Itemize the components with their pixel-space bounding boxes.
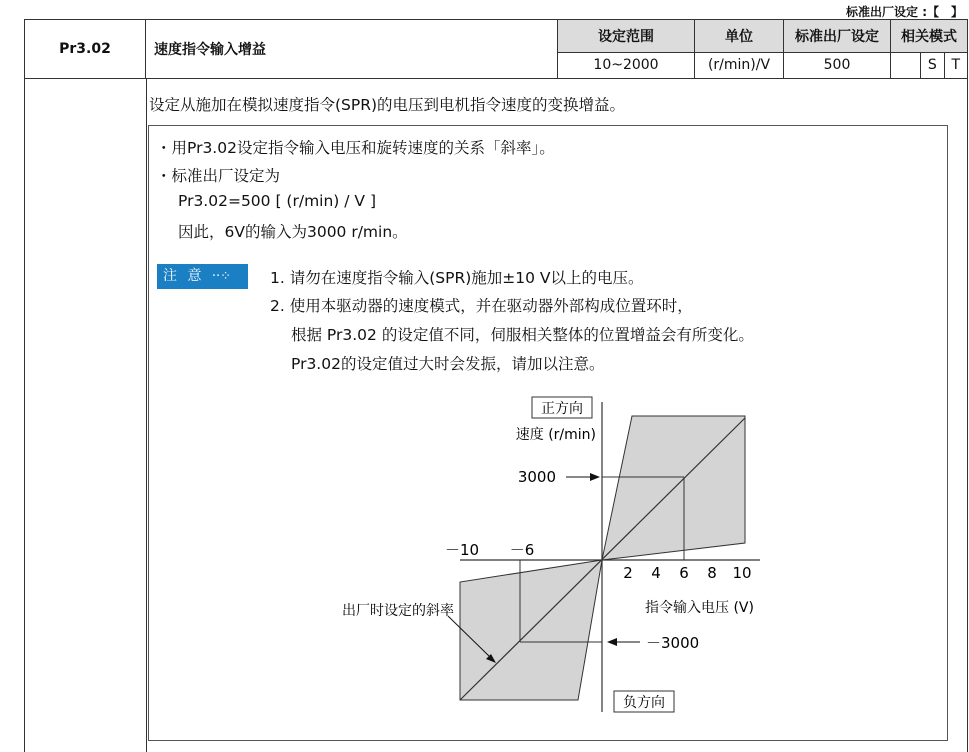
caution-item-2-note: Pr3.02的设定值过大时会发振，请加以注意。 [291, 355, 605, 373]
param-name: 速度指令输入增益 [146, 20, 558, 79]
x-tick-4: 4 [651, 564, 661, 582]
col-default-header: 标准出厂设定 [784, 20, 891, 53]
caution-item-2-cont: 根据 Pr3.02 的设定值不同，伺服相关整体的位置增益会有所变化。 [291, 326, 754, 344]
bullet-slope: ・用Pr3.02设定指令输入电压和旋转速度的关系「斜率」。 [156, 139, 555, 157]
caution-item-2: 2. 使用本驱动器的速度模式，并在驱动器外部构成位置环时， [270, 297, 693, 315]
mode-s: S [921, 52, 944, 78]
x-tick-neg-10: －10 [444, 541, 480, 559]
range-value: 10~2000 [558, 52, 695, 78]
default-example: 因此，6V的输入为3000 r/min。 [178, 223, 408, 241]
x-axis-label: 指令输入电压 (V) [645, 600, 754, 616]
col-mode-header: 相关模式 [891, 20, 968, 53]
x-tick-neg-6: －6 [509, 541, 535, 559]
x-tick-2: 2 [623, 564, 633, 582]
bullet-default: ・标准出厂设定为 [156, 167, 281, 185]
negative-direction-label: 负方向 [623, 695, 665, 711]
mode-t: T [944, 52, 967, 78]
y-axis-label: 速度 (r/min) [515, 427, 596, 443]
caution-item-1: 1. 请勿在速度指令输入(SPR)施加±10 V以上的电压。 [270, 269, 644, 287]
param-id: Pr3.02 [25, 20, 146, 79]
x-tick-10: 10 [732, 564, 752, 582]
unit-value: (r/min)/V [695, 52, 784, 78]
factory-default-note: 标准出厂设定 :【 】 [846, 5, 963, 19]
dots-arrow-icon: ··⁘ [211, 269, 232, 284]
col-range-header: 设定范围 [558, 20, 695, 53]
col-unit-header: 单位 [695, 20, 784, 53]
x-tick-8: 8 [707, 564, 717, 582]
description: 设定从施加在模拟速度指令(SPR)的电压到电机指令速度的变换增益。 [149, 96, 626, 114]
slope-label: 出厂时设定的斜率 [342, 603, 454, 619]
caution-label: 注 意 [163, 268, 205, 284]
y-tick-neg-3000: －3000 [646, 634, 700, 652]
x-tick-6: 6 [679, 564, 689, 582]
positive-direction-label: 正方向 [541, 401, 583, 417]
y-tick-3000: 3000 [517, 468, 556, 486]
default-value: 500 [784, 52, 891, 78]
default-formula: Pr3.02=500 [ (r/min) / V ] [178, 192, 377, 210]
